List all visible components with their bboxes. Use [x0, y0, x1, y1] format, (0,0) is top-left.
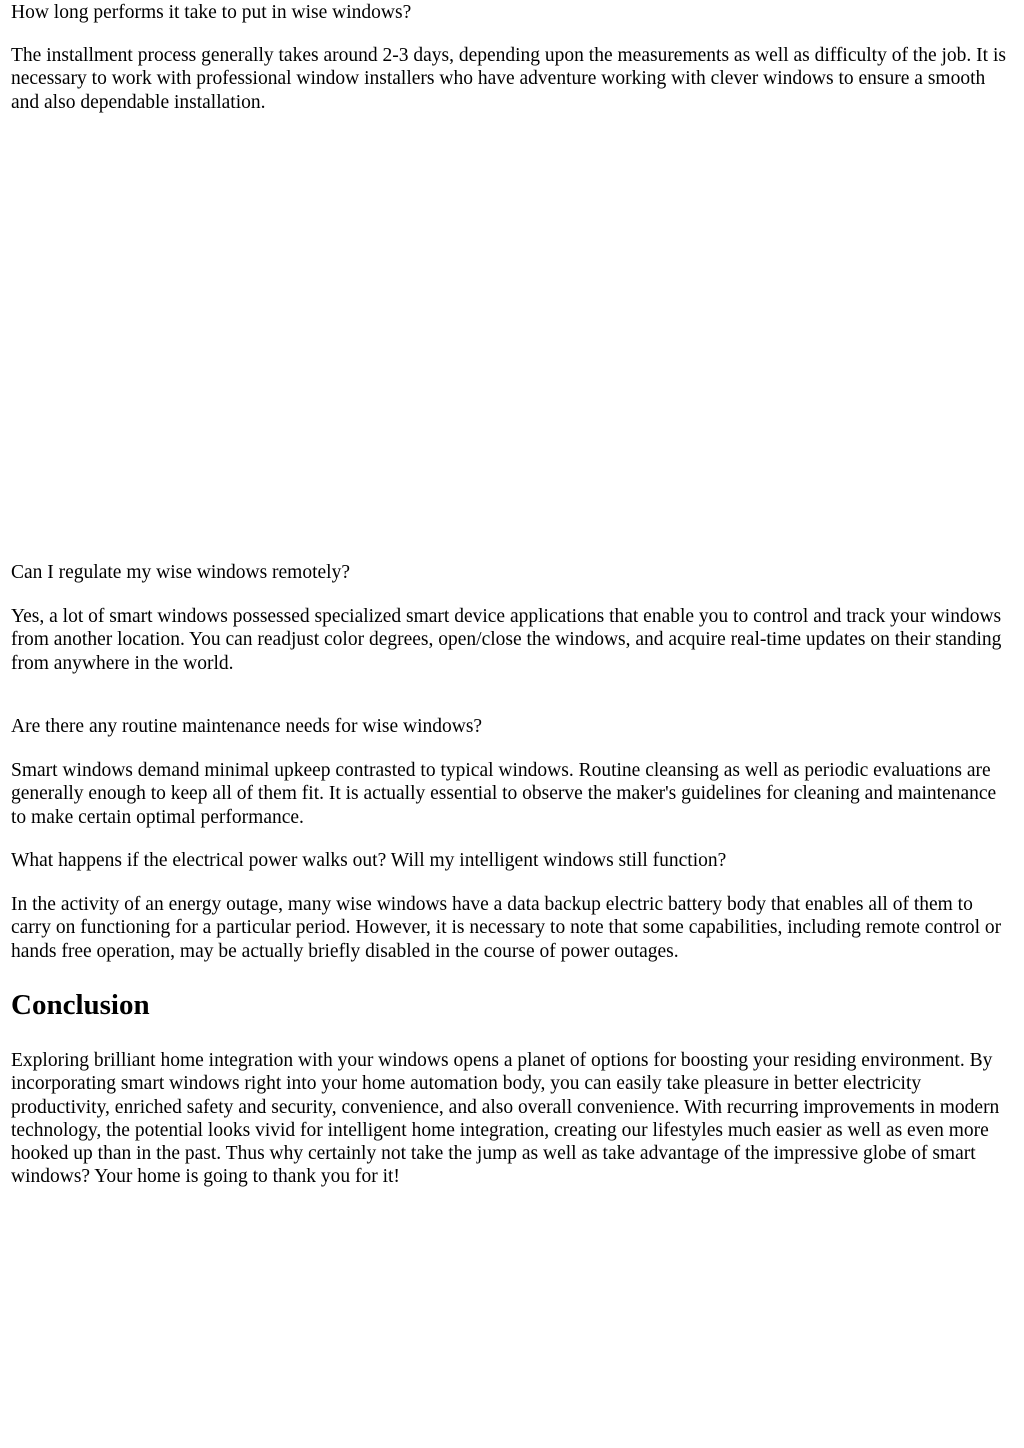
faq-question-maintenance: Are there any routine maintenance needs for wise windows? [11, 716, 483, 737]
faq-question-remote-control: Can I regulate my wise windows remotely? [11, 562, 350, 583]
faq-answer-power-outage: In the activity of an energy outage, many wise windows have a data backup electric battery body that enables all of them to carry on functioning for a particular period. However, it is necessary to note that some capabilities, including remote control or hands free operation, may be actually briefly disabled in the course of power outages. [11, 894, 1002, 962]
faq-question-installation-time: How long performs it take to put in wise windows? [11, 2, 412, 23]
faq-question-power-outage: What happens if the electrical power walks out? Will my intelligent windows still function? [11, 850, 727, 871]
faq-answer-maintenance: Smart windows demand minimal upkeep contrasted to typical windows. Routine cleansing as well as periodic evaluations are generally enough to keep all of them fit. It is actually essential to observe the maker's guidelines for cleaning and maintenance to make certain optimal performance. [11, 760, 997, 828]
faq-answer-remote-control: Yes, a lot of smart windows possessed specialized smart device applications that enable you to control and track your windows from another location. You can readjust color degrees, open/close the windows, and acquire real-time updates on their standing from anywhere in the world. [11, 606, 1002, 674]
faq-answer-installation-time: The installment process generally takes around 2-3 days, depending upon the measurements as well as difficulty of the job. It is necessary to work with professional window installers who have adventure working with clever windows to ensure a smooth and also dependable installation. [11, 45, 1006, 113]
conclusion-heading: Conclusion [11, 989, 150, 1021]
conclusion-paragraph: Exploring brilliant home integration with your windows opens a planet of options for boosting your residing environment. By incorporating smart windows right into your home automation body, you can easily take pleasure in better electricity productivity, enriched safety and security, convenience, and also overall convenience. With recurring improvements in modern technology, the potential looks vivid for intelligent home integration, creating our lifestyles much easier as well as even more hooked up than in the past. Thus why certainly not take the jump as well as take advantage of the impressive globe of smart windows? Your home is going to thank you for it! [11, 1050, 1000, 1188]
